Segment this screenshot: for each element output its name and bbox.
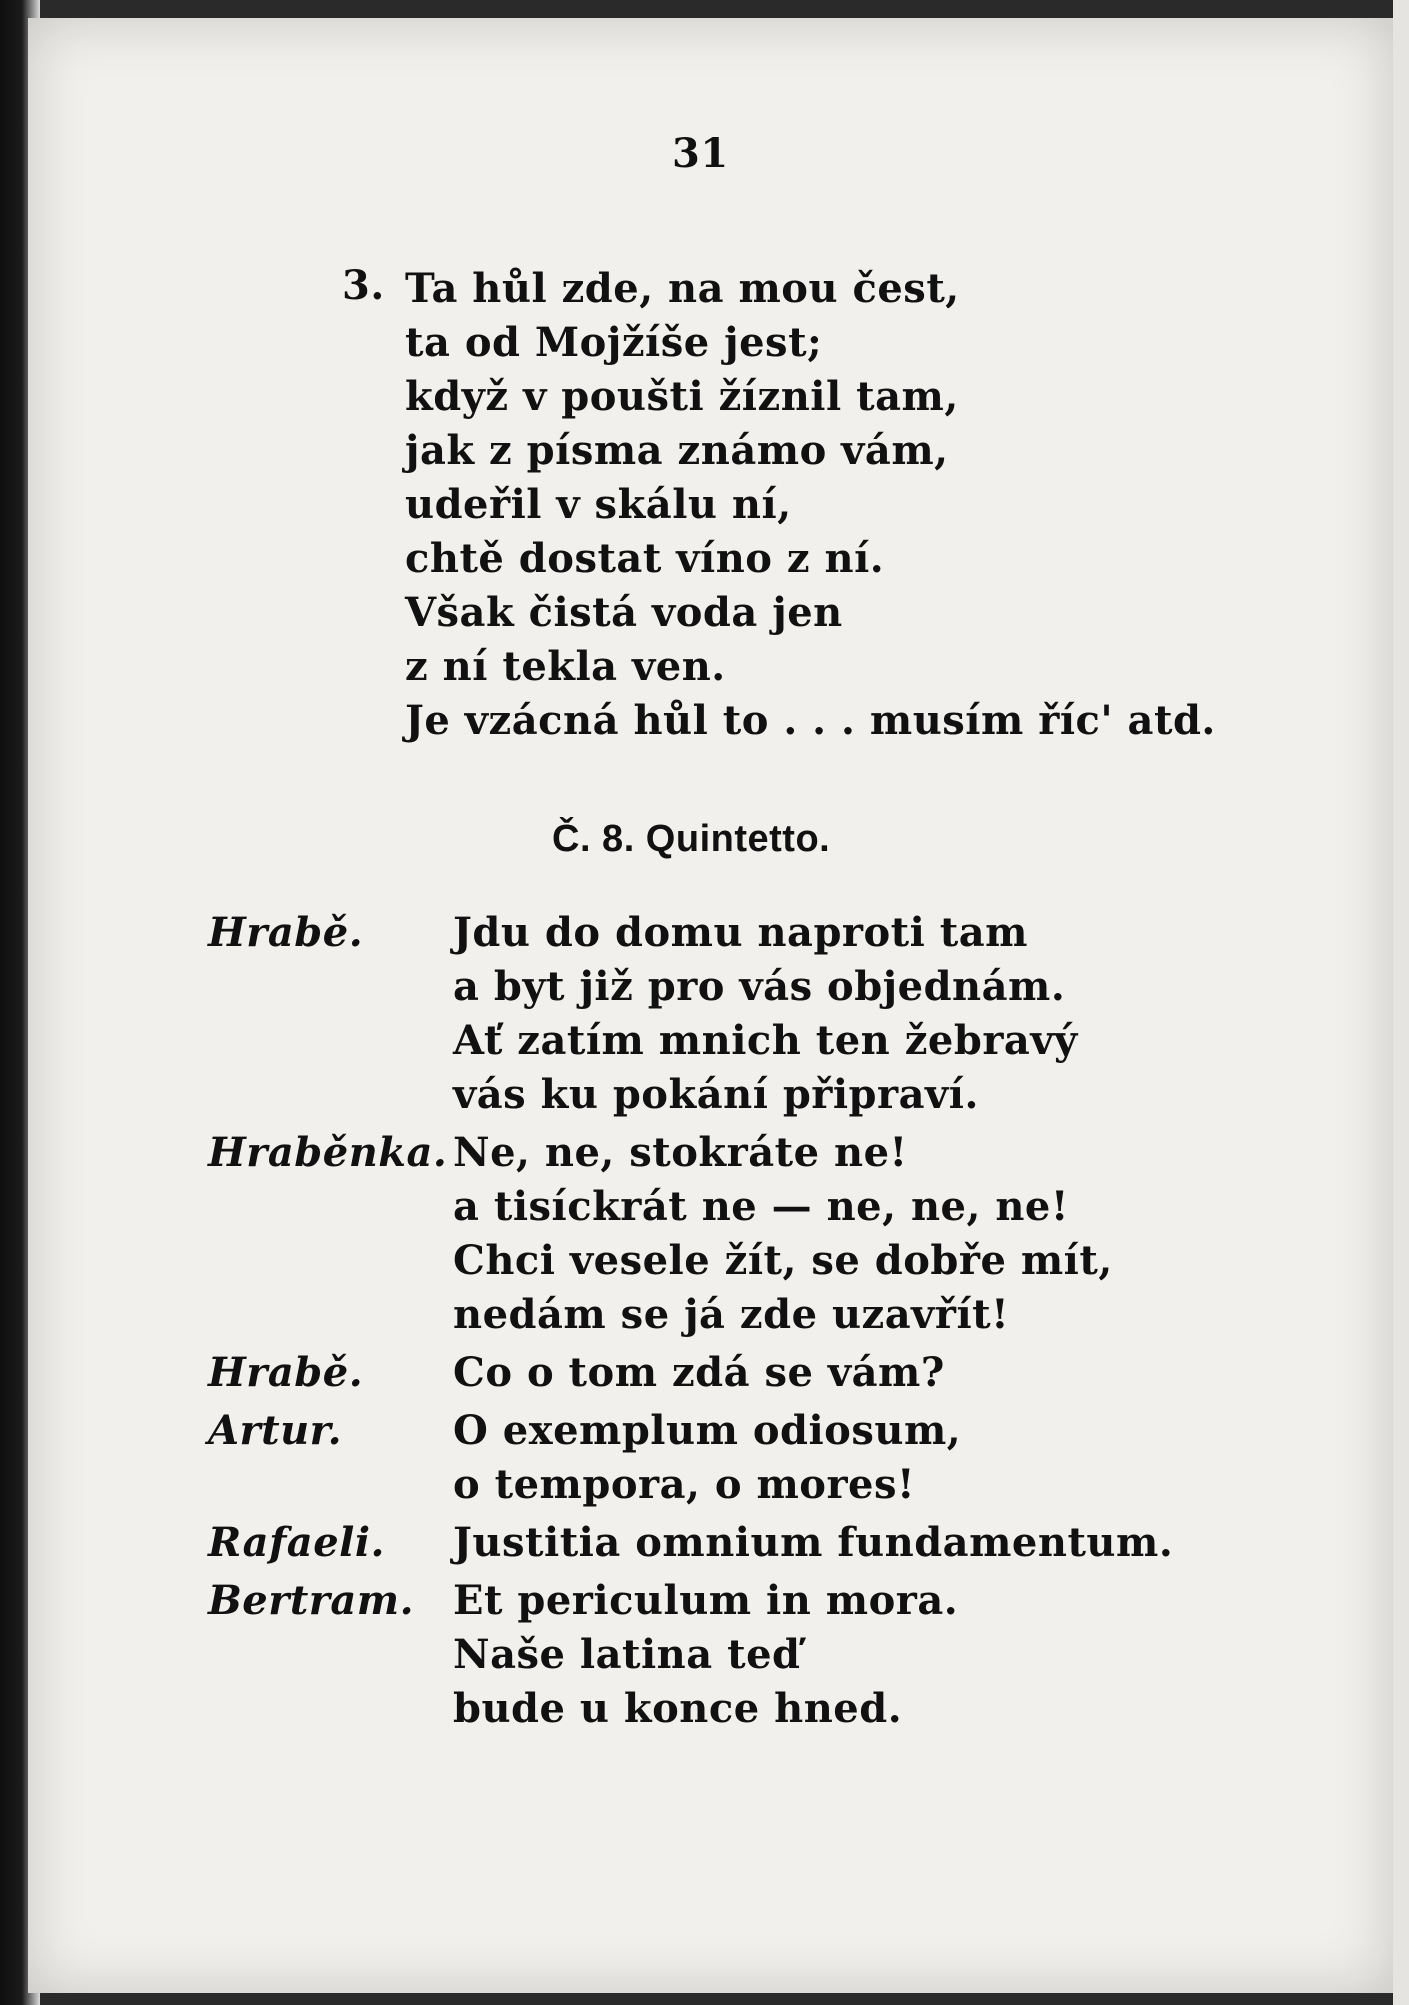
speech-line: Co o tom zdá se vám?	[453, 1349, 945, 1396]
speech-line: o tempora, o mores!	[453, 1461, 916, 1508]
speech-bertram	[208, 1574, 1208, 1736]
speech-lines	[453, 1126, 1208, 1342]
speaker-name: Hrabě.	[208, 1349, 364, 1396]
speaker-name: Hrabě.	[208, 909, 364, 956]
speech-line: Justitia omnium fundamentum.	[453, 1519, 1174, 1566]
speaker-name: Hraběnka.	[208, 1129, 448, 1176]
speech-line: a tisíckrát ne — ne, ne, ne!	[453, 1183, 1069, 1230]
speech-line: O exemplum odiosum,	[453, 1407, 962, 1454]
speaker-name: Artur.	[208, 1407, 342, 1454]
verse-line: chtě dostat víno z ní.	[405, 535, 885, 582]
verse-line: jak z písma známo vám,	[405, 427, 949, 474]
speech-line: Ne, ne, stokráte ne!	[453, 1129, 908, 1176]
verse-line: udeřil v skálu ní,	[405, 481, 792, 528]
speaker-name: Bertram.	[208, 1577, 415, 1624]
speech-hrabe-1	[208, 906, 1208, 1122]
verse-line: Ta hůl zde, na mou čest,	[405, 265, 960, 312]
speech-line: a byt již pro vás objednám.	[453, 963, 1066, 1010]
speech-line: Chci vesele žít, se dobře mít,	[453, 1237, 1113, 1284]
speech-rafaeli	[208, 1516, 1208, 1570]
verse-line: z ní tekla ven.	[405, 643, 726, 690]
speech-line: Naše latina teď	[453, 1631, 801, 1678]
speech-line: vás ku pokání připraví.	[453, 1071, 979, 1118]
page-number: 31	[672, 130, 729, 177]
section-heading: Č. 8. Quintetto.	[552, 818, 831, 860]
speech-lines	[453, 1574, 1208, 1736]
speech-lines	[453, 1516, 1208, 1570]
scan-right-edge	[1393, 0, 1409, 2005]
speech-hrabe-2	[208, 1346, 1208, 1400]
verse-line: ta od Mojžíše jest;	[405, 319, 823, 366]
speech-line: Ať zatím mnich ten žebravý	[453, 1017, 1078, 1064]
verse-block	[405, 262, 1225, 748]
speech-lines	[453, 1346, 1208, 1400]
speech-hrabenka	[208, 1126, 1208, 1342]
verse-number: 3.	[342, 262, 385, 309]
verse-line: Je vzácná hůl to . . . musím říc' atd.	[405, 697, 1216, 744]
speech-line: bude u konce hned.	[453, 1685, 903, 1732]
speech-line: Jdu do domu naproti tam	[453, 909, 1028, 956]
speech-line: nedám se já zde uzavřít!	[453, 1291, 1010, 1338]
speech-lines	[453, 1404, 1208, 1512]
speaker-name: Rafaeli.	[208, 1519, 385, 1566]
speech-artur	[208, 1404, 1208, 1512]
verse-line: Však čistá voda jen	[405, 589, 843, 636]
speech-lines	[453, 906, 1208, 1122]
verse-line: když v poušti žíznil tam,	[405, 373, 959, 420]
speech-line: Et periculum in mora.	[453, 1577, 959, 1624]
dialogue-block	[208, 906, 1208, 1740]
